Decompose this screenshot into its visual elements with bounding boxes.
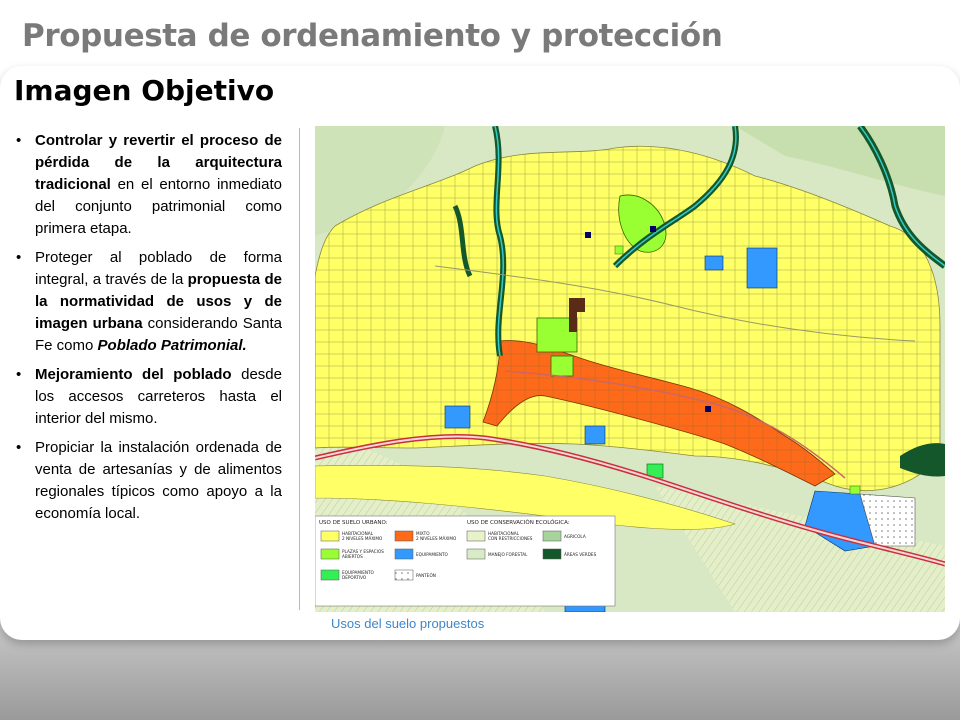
- legend-swatch-panteon: [395, 570, 413, 580]
- bullet-list: [14, 130, 282, 532]
- legend-swatch-habitacional: [321, 531, 339, 541]
- legend-label-forestal: MANEJO FORESTAL: [488, 552, 528, 557]
- equipment-n: [705, 256, 723, 270]
- legend-label-mixto-1: MIXTO: [416, 531, 430, 536]
- equipment-ne: [747, 248, 777, 288]
- bullet-marker: •: [16, 439, 22, 456]
- bullet-text-segment: en el entorno inmediato del conjunto patrimonial como primera etapa.: [35, 176, 282, 237]
- legend-swatch-equipamiento: [395, 549, 413, 559]
- bullet-marker: •: [16, 132, 22, 149]
- map-caption: Usos del suelo propuestos: [331, 616, 485, 631]
- legend-label-restricciones-1: HABITACIONAL: [488, 531, 519, 536]
- equipment-w: [445, 406, 470, 428]
- land-use-map: [315, 126, 945, 612]
- plaza-small: [551, 356, 573, 376]
- bullet-text-segment: propuesta de la normatividad de usos y de imagen urbana: [35, 271, 282, 332]
- bullet-text-segment: Controlar y revertir el proceso de pérdida de la arquitectura tradicional: [35, 132, 282, 193]
- legend-label-restricciones-2: CON RESTRICCIONES: [488, 536, 533, 541]
- bullet-text-segment: Poblado Patrimonial.: [97, 337, 247, 354]
- vertical-divider: [299, 128, 300, 610]
- equipment-c: [585, 426, 605, 444]
- legend-swatch-restricciones: [467, 531, 485, 541]
- legend-label-panteon: PANTEÓN: [416, 573, 436, 578]
- legend-label-mixto-2: 2 NIVELES MÁXIMO: [416, 536, 457, 541]
- bullet-text-segment: considerando Santa Fe como: [35, 315, 282, 354]
- map-drawing: [315, 126, 945, 612]
- legend-label-deportivo-1: EQUIPAMIENTO: [342, 570, 374, 575]
- legend-label-habitacional-1: HABITACIONAL: [342, 531, 373, 536]
- legend-label-agricola: AGRICOLA: [564, 534, 586, 539]
- legend-swatch-plazas: [321, 549, 339, 559]
- legend-label-plazas-1: PLAZAS Y ESPACIOS: [342, 549, 384, 554]
- bullet-text-segment: desde los accesos carreteros hasta el interior del mismo.: [35, 366, 282, 427]
- bullet-item: [14, 437, 282, 525]
- legend-swatch-areas-verdes: [543, 549, 561, 559]
- legend-label-deportivo-2: DEPORTIVO: [342, 575, 367, 580]
- legend-box: [315, 516, 615, 606]
- legend-ecological-title: USO DE CONSERVACIÓN ECOLÓGICA:: [467, 520, 570, 526]
- bullet-item: [14, 247, 282, 357]
- bullet-marker: •: [16, 249, 22, 266]
- bullet-item: [14, 130, 282, 240]
- bullet-text-segment: Proteger al poblado de forma integral, a través de la: [35, 249, 282, 288]
- bullet-item: [14, 364, 282, 430]
- panel-heading: Imagen Objetivo: [14, 74, 275, 107]
- map-legend: [315, 516, 615, 606]
- bullet-text-segment: Propiciar la instalación ordenada de venta de artesanías y de alimentos regionales típicos como apoyo a la economía local.: [35, 439, 282, 522]
- bullet-marker: •: [16, 366, 22, 383]
- legend-swatch-deportivo: [321, 570, 339, 580]
- legend-swatch-agricola: [543, 531, 561, 541]
- legend-label-habitacional-2: 2 NIVELES MÁXIMO: [342, 536, 383, 541]
- legend-swatch-mixto: [395, 531, 413, 541]
- bullet-text-segment: Mejoramiento del poblado: [35, 366, 232, 383]
- slide-title: Propuesta de ordenamiento y protección: [22, 18, 723, 54]
- legend-urban-title: USO DE SUELO URBANO:: [319, 520, 388, 526]
- legend-label-equipamiento: EQUIPAMIENTO: [416, 552, 448, 557]
- legend-label-plazas-2: ABIERTOS: [342, 554, 363, 559]
- legend-swatch-forestal: [467, 549, 485, 559]
- legend-label-areas-verdes: ÁREAS VERDES: [564, 552, 597, 557]
